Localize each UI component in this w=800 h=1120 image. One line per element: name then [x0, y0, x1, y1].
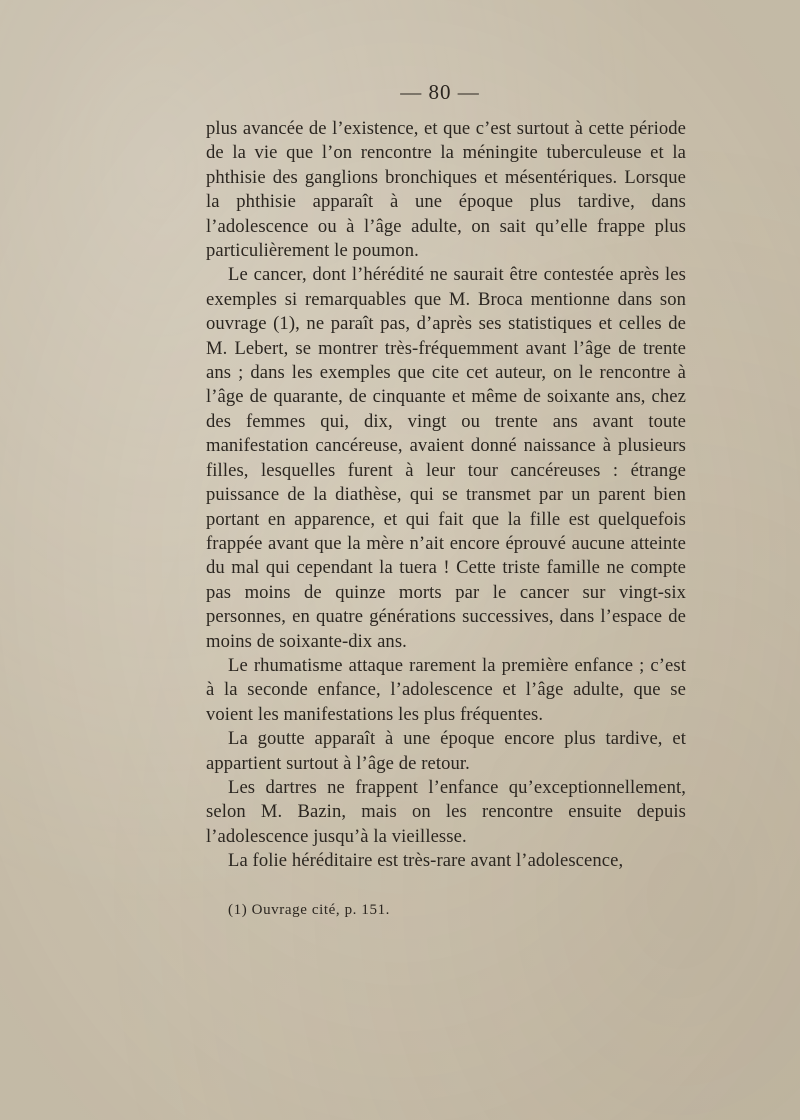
body-text	[206, 117, 686, 874]
page-number: — 80 —	[400, 80, 480, 104]
paragraph-3: Le rhumatisme attaque rarement la première enfance ; c’est à la seconde enfance, l’adolescence et l’âge adulte, que se voient les manifestations les plus fréquentes.	[206, 654, 686, 725]
footnote: (1) Ouvrage cité, p. 151.	[228, 902, 391, 918]
paragraph-5: Les dartres ne frappent l’enfance qu’exceptionnellement, selon M. Bazin, mais on les rencontre ensuite depuis l’adolescence jusqu’à la vieillesse.	[206, 776, 686, 847]
paragraph-4: La goutte apparaît à une époque encore plus tardive, et appartient surtout à l’âge de retour.	[206, 728, 686, 774]
paragraph-1: plus avancée de l’existence, et que c’est surtout à cette période de la vie que l’on rencontre la méningite tuberculeuse et la phthisie des ganglions bronchiques et mésentériques. Lorsque la phthisie apparaît à une époque plus tardive, dans l’adolescence ou à l’âge adulte, on sait qu’elle frappe plus particulièrement le poumon.	[206, 118, 686, 262]
paragraph-2: Le cancer, dont l’hérédité ne saurait être contestée après les exemples si remarquables que M. Broca mentionne dans son ouvrage (1), ne paraît pas, d’après ses statistiques et celles de M. Lebert, se montrer très-fréquemment avant l’âge de trente ans ; dans les exemples que cite cet auteur, on le rencontre à l’âge de quarante, de cinquante et même de soixante ans, chez des femmes qui, dix, vingt ou trente ans avant toute manifestation cancéreuse, avaient donné naissance à plusieurs filles, lesquelles furent à leur tour cancéreuses : étrange puissance de la diathèse, qui se transmet par un parent bien portant en apparence, et qui fait que la fille est quelquefois frappée avant que la mère n’ait encore éprouvé aucune atteinte du mal qui cependant la tuera ! Cette triste famille ne compte pas moins de quinze morts par le cancer sur vingt-six personnes, en quatre générations successives, dans l’espace de moins de soixante-dix ans.	[206, 264, 686, 652]
paragraph-6: La folie héréditaire est très-rare avant l’adolescence,	[228, 850, 624, 872]
